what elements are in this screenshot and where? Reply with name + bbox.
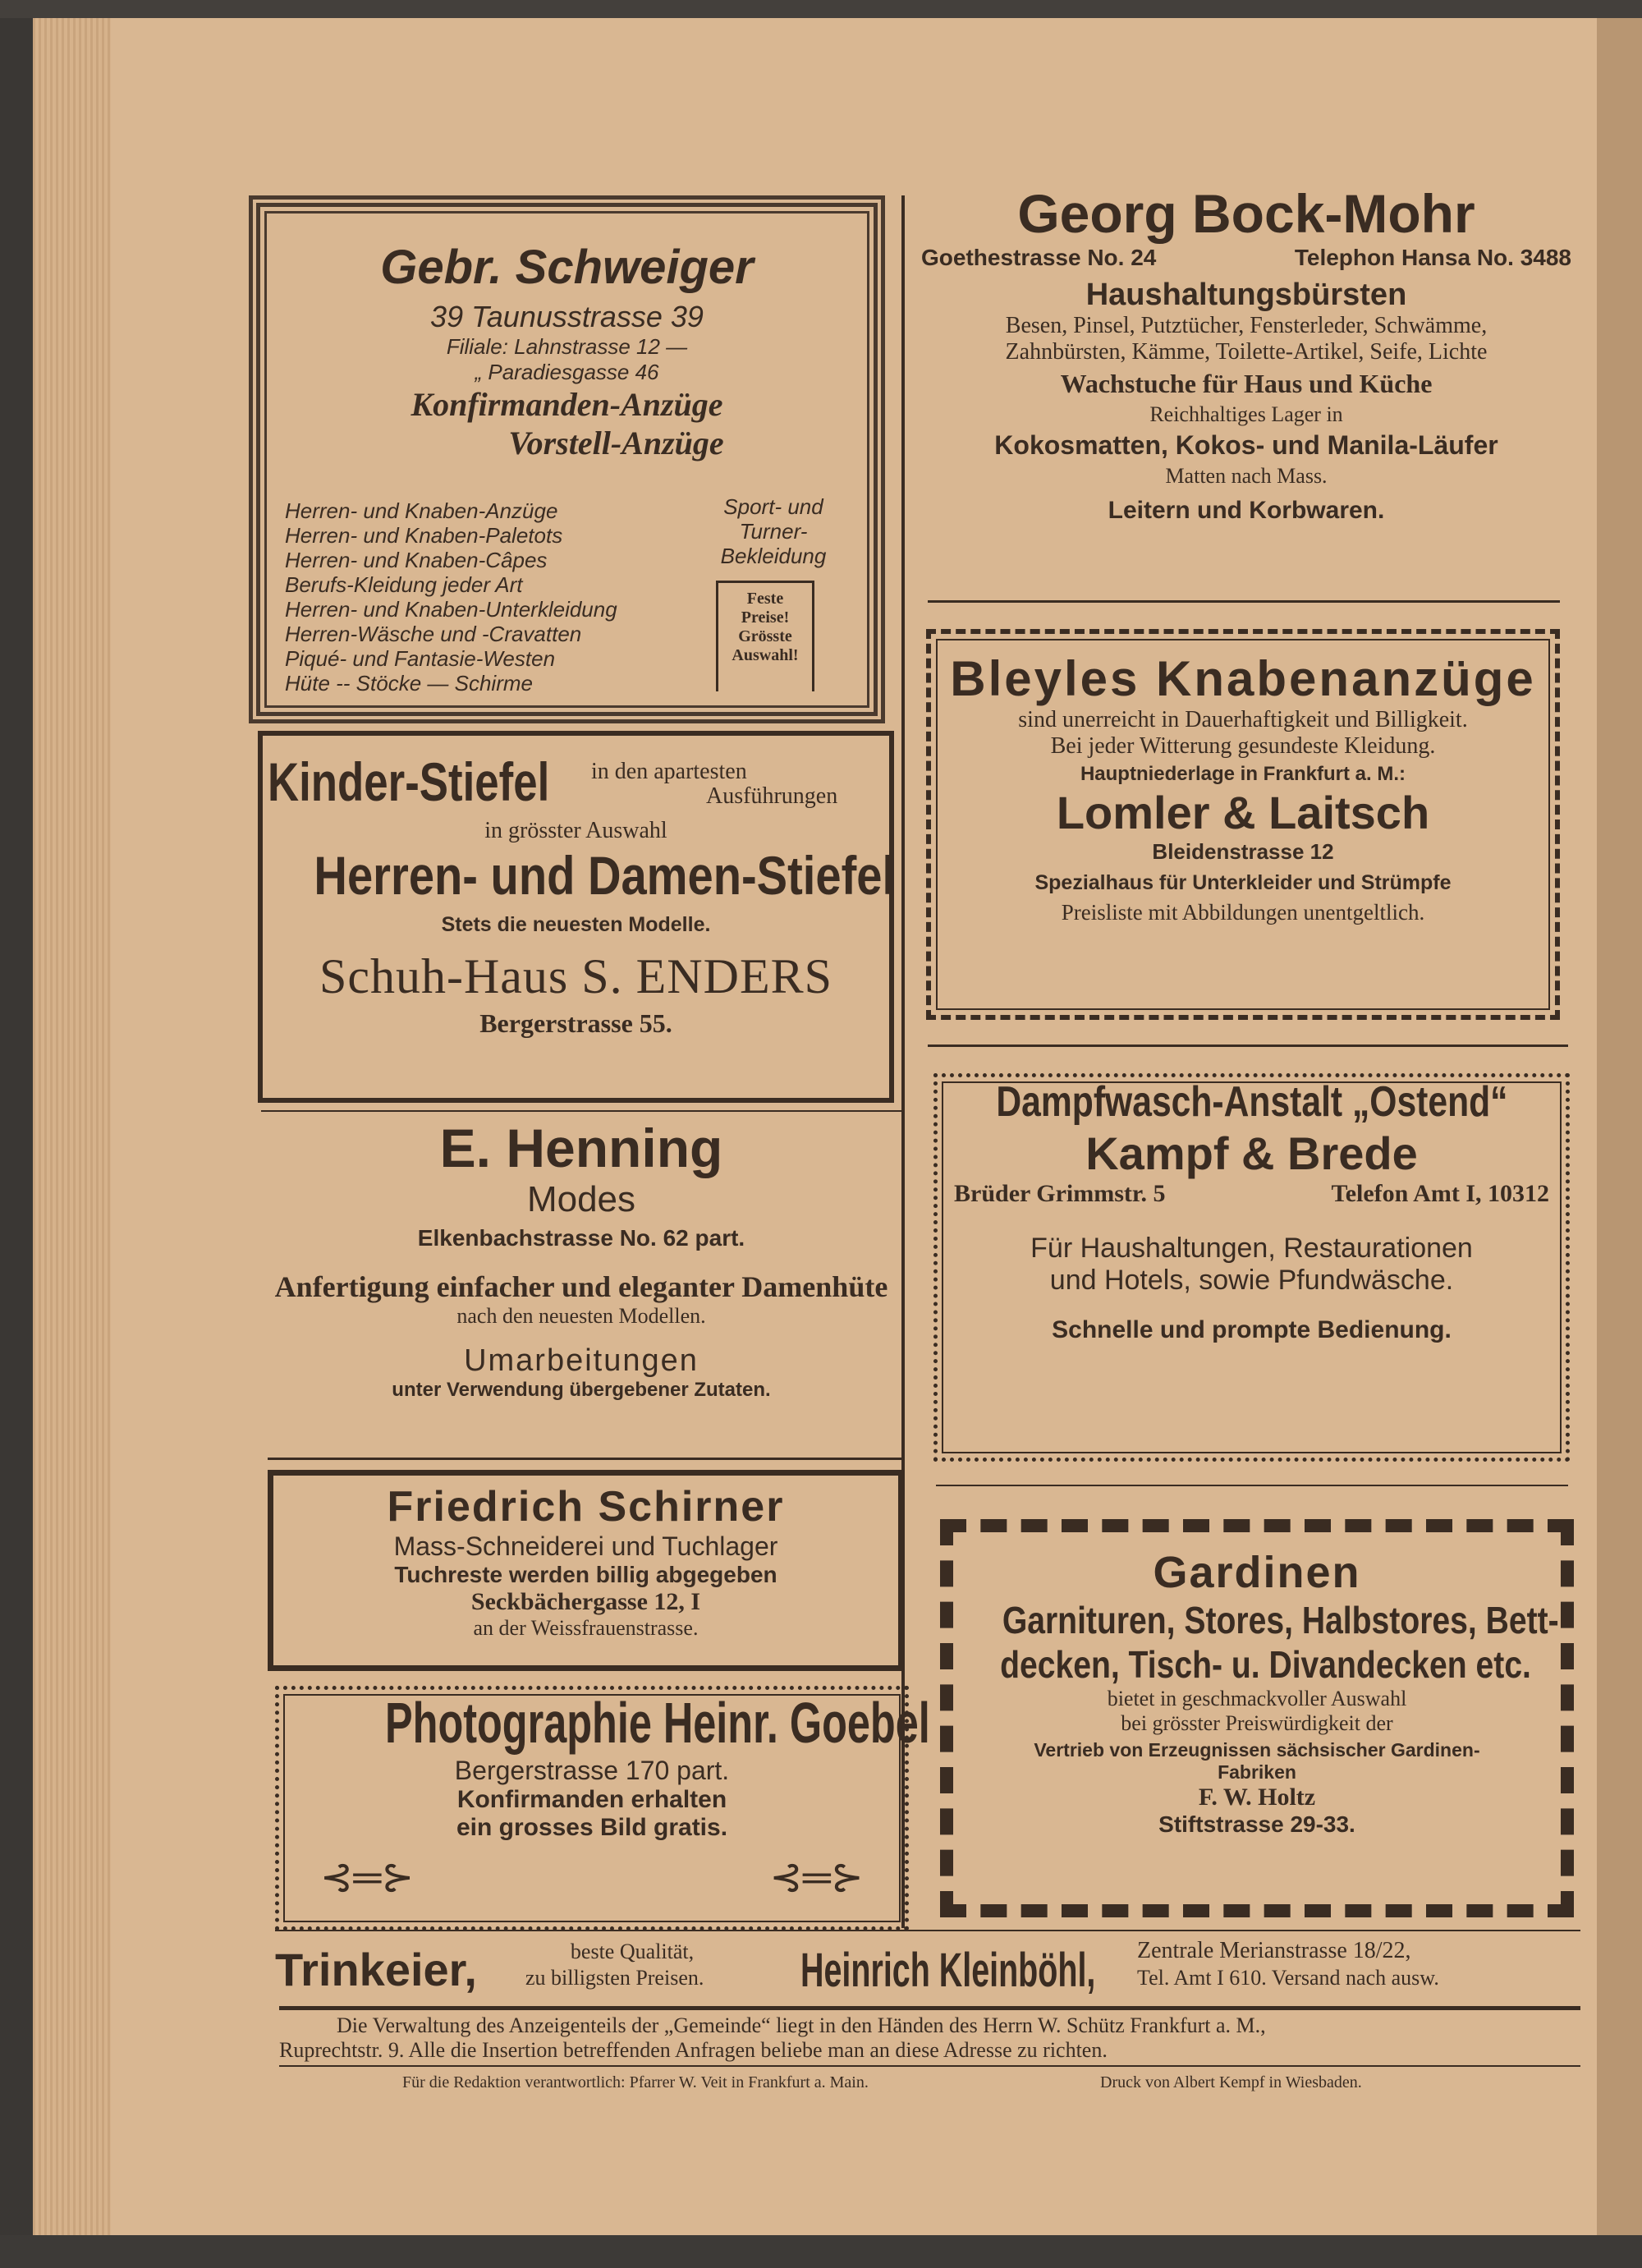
ad-trinkeier xyxy=(275,1935,1580,2004)
ad-text: Anfertigung einfacher und eleganter Damenhüte xyxy=(274,1270,888,1303)
ad-bleyle xyxy=(926,629,1560,1020)
box-line: Preise! xyxy=(741,608,790,627)
separator xyxy=(268,1458,901,1460)
separator xyxy=(928,600,1560,603)
ad-gardinen xyxy=(940,1519,1574,1917)
ad-shop-name: Lomler & Laitsch xyxy=(1056,787,1430,838)
ad-address: Elkenbachstrasse No. 62 part. xyxy=(417,1225,745,1251)
ad-title: Friedrich Schirner xyxy=(387,1483,785,1531)
sport-line: Bekleidung xyxy=(720,544,827,568)
list-item: Berufs-Kleidung jeder Art xyxy=(285,572,523,597)
ad-text: an der Weissfrauenstrasse. xyxy=(473,1616,699,1640)
ad-shop-name: Kampf & Brede xyxy=(1085,1127,1418,1179)
ad-shop-name: Heinrich Kleinböhl, xyxy=(800,1944,1096,1997)
ad-text: Mass-Schneiderei und Tuchlager xyxy=(393,1531,778,1561)
list-item: Herren-Wäsche und -Cravatten xyxy=(285,622,582,646)
ad-title: Bleyles Knabenanzüge xyxy=(950,651,1536,706)
ad-address: Zentrale Merianstrasse 18/22, xyxy=(1137,1938,1411,1963)
ornament-right-icon: ⊰═⊱ xyxy=(769,1856,864,1899)
ad-text: Hauptniederlage in Frankfurt a. M.: xyxy=(1080,763,1406,785)
ad-text: Umarbeitungen xyxy=(464,1343,699,1378)
ad-text: beste Qualität, xyxy=(570,1940,695,1963)
ad-text: unter Verwendung übergebener Zutaten. xyxy=(392,1379,771,1401)
ad-address: Bergerstrasse 55. xyxy=(479,1008,672,1038)
list-item: Herren- und Knaben-Paletots xyxy=(285,523,563,548)
ad-branch: Filiale: Lahnstrasse 12 — xyxy=(446,334,688,359)
ad-henning xyxy=(261,1117,901,1453)
ad-goebel xyxy=(275,1686,930,1931)
ad-text: Stets die neuesten Modelle. xyxy=(441,913,711,936)
imprint xyxy=(279,2073,1580,2098)
ad-title: Photographie Heinr. Goebel xyxy=(385,1691,930,1755)
box-line: Feste xyxy=(746,590,784,608)
list-item: Piqué- und Fantasie-Westen xyxy=(285,646,556,671)
ad-text: Vertrieb von Erzeugnissen sächsischer Gardinen- xyxy=(1034,1739,1480,1761)
ad-text: Spezialhaus für Unterkleider und Strümpfe xyxy=(1034,871,1452,894)
ad-subtitle: in den apartesten xyxy=(591,759,747,784)
item-list xyxy=(285,498,617,696)
ad-address: Brüder Grimmstr. 5 xyxy=(954,1180,1166,1207)
ad-title: Kinder-Stiefel xyxy=(268,751,550,812)
ad-text: Zahnbürsten, Kämme, Toilette-Artikel, Seife, Lichte xyxy=(1005,339,1488,365)
ad-shop-name: Schuh-Haus S. ENDERS xyxy=(319,949,832,1003)
ad-phone: Tel. Amt I 610. Versand nach ausw. xyxy=(1137,1966,1439,1990)
notice-text: Die Verwaltung des Anzeigenteils der „Gemeinde“ liegt in den Händen des Herrn W. Schütz Frankfurt a. M., xyxy=(337,2013,1266,2037)
sport-line: Turner- xyxy=(739,519,808,544)
ad-ostend xyxy=(933,1073,1570,1462)
ad-text: Besen, Pinsel, Putztücher, Fensterleder, Schwämme, xyxy=(1005,313,1488,338)
ad-phone: Telephon Hansa No. 3488 xyxy=(1294,245,1571,270)
scan-background-bottom xyxy=(0,2235,1642,2268)
separator xyxy=(261,1110,901,1112)
separator xyxy=(928,1044,1568,1047)
ad-text: Für Haushaltungen, Restaurationen xyxy=(1030,1233,1473,1264)
scan-background-top xyxy=(0,0,1642,18)
ad-address: Bleidenstrasse 12 xyxy=(1152,839,1334,864)
ad-headline: Herren- und Damen-Stiefel xyxy=(314,845,896,906)
ad-title: Dampfwasch-Anstalt „Ostend“ xyxy=(995,1078,1508,1126)
sport-note xyxy=(708,494,839,568)
ad-address: Bergerstrasse 170 part. xyxy=(454,1756,730,1785)
price-box xyxy=(716,581,814,691)
ad-text: Matten nach Mass. xyxy=(1165,464,1328,488)
box-line: Grösste xyxy=(738,627,792,645)
list-item: Hüte -- Stöcke — Schirme xyxy=(285,671,533,696)
editor-credit: Für die Redaktion verantwortlich: Pfarrer W. Veit in Frankfurt a. Main. xyxy=(402,2073,869,2091)
ad-text: Wachstuche für Haus und Küche xyxy=(1060,369,1433,398)
ad-text: Kokosmatten, Kokos- und Manila-Läufer xyxy=(994,430,1498,460)
ad-address: 39 Taunusstrasse 39 xyxy=(430,300,704,333)
ad-text: decken, Tisch- u. Divandecken etc. xyxy=(1000,1643,1531,1686)
ornament-left-icon: ⊰═⊱ xyxy=(320,1856,415,1899)
ad-address: Goethestrasse No. 24 xyxy=(921,245,1157,270)
page-edges xyxy=(33,18,111,2235)
ad-branch: „ Paradiesgasse 46 xyxy=(475,360,659,384)
printer-credit: Druck von Albert Kempf in Wiesbaden. xyxy=(1100,2073,1362,2091)
ad-headline: Haushaltungsbürsten xyxy=(1085,278,1407,312)
ad-title: Georg Bock-Mohr xyxy=(1017,183,1475,244)
list-item: Herren- und Knaben-Câpes xyxy=(285,548,548,572)
ad-text: zu billigsten Preisen. xyxy=(525,1966,704,1990)
ad-text: ein grosses Bild gratis. xyxy=(456,1814,728,1841)
ad-subtitle: Modes xyxy=(526,1179,636,1219)
ad-headline: Konfirmanden-Anzüge xyxy=(410,386,723,423)
ad-text: Reichhaltiges Lager in xyxy=(1149,402,1343,426)
ad-text: Leitern und Korbwaren. xyxy=(1108,497,1385,524)
ad-title: Gebr. Schweiger xyxy=(380,241,754,294)
ad-text: sind unerreicht in Dauerhaftigkeit und Billigkeit. xyxy=(1018,707,1468,732)
ad-address: Stiftstrasse 29-33. xyxy=(1158,1811,1355,1837)
ad-text: Bei jeder Witterung gesundeste Kleidung. xyxy=(1050,733,1436,759)
ad-bock-mohr xyxy=(918,182,1575,593)
ad-title: Gardinen xyxy=(1153,1548,1361,1597)
separator xyxy=(279,2065,1580,2067)
sport-line: Sport- und xyxy=(723,494,823,519)
ad-text: Fabriken xyxy=(1218,1761,1296,1783)
advertising-notice xyxy=(279,2013,1580,2063)
next-page-edge xyxy=(1597,18,1642,2268)
separator xyxy=(936,1485,1568,1486)
ad-text: Schnelle und prompte Bedienung. xyxy=(1052,1316,1452,1343)
ad-headline: Vorstell-Anzüge xyxy=(508,425,724,461)
ad-text: Preisliste mit Abbildungen unentgeltlich. xyxy=(1061,900,1425,925)
ad-schweiger xyxy=(249,195,885,723)
ad-text: bietet in geschmackvoller Auswahl xyxy=(1107,1687,1407,1710)
ad-title: Trinkeier, xyxy=(275,1944,477,1995)
ad-text: bei grösster Preiswürdigkeit der xyxy=(1121,1711,1393,1735)
ad-text: Tuchreste werden billig abgegeben xyxy=(394,1562,777,1587)
list-item: Herren- und Knaben-Anzüge xyxy=(285,498,558,523)
ad-title: E. Henning xyxy=(439,1118,723,1178)
ad-shop-name: F. W. Holtz xyxy=(1198,1784,1316,1811)
ad-text: Konfirmanden erhalten xyxy=(456,1786,727,1813)
ad-address: Seckbächergasse 12, I xyxy=(470,1588,701,1615)
ad-text: in grösster Auswahl xyxy=(484,818,667,843)
notice-text: Ruprechtstr. 9. Alle die Insertion betreffenden Anfragen beliebe man an diese Adresse zu richten. xyxy=(279,2038,1108,2062)
separator xyxy=(275,1930,1580,1931)
ad-text: und Hotels, sowie Pfundwäsche. xyxy=(1049,1265,1454,1296)
ad-text: nach den neuesten Modellen. xyxy=(456,1304,706,1328)
separator xyxy=(279,2006,1580,2010)
ad-text: Garnituren, Stores, Halbstores, Bett- xyxy=(1002,1599,1559,1641)
ad-schirner xyxy=(268,1470,904,1671)
ad-phone: Telefon Amt I, 10312 xyxy=(1331,1180,1549,1207)
ad-enders xyxy=(258,731,894,1103)
list-item: Herren- und Knaben-Unterkleidung xyxy=(285,597,617,622)
ad-subtitle: Ausführungen xyxy=(706,783,838,809)
box-line: Auswahl! xyxy=(732,646,799,664)
